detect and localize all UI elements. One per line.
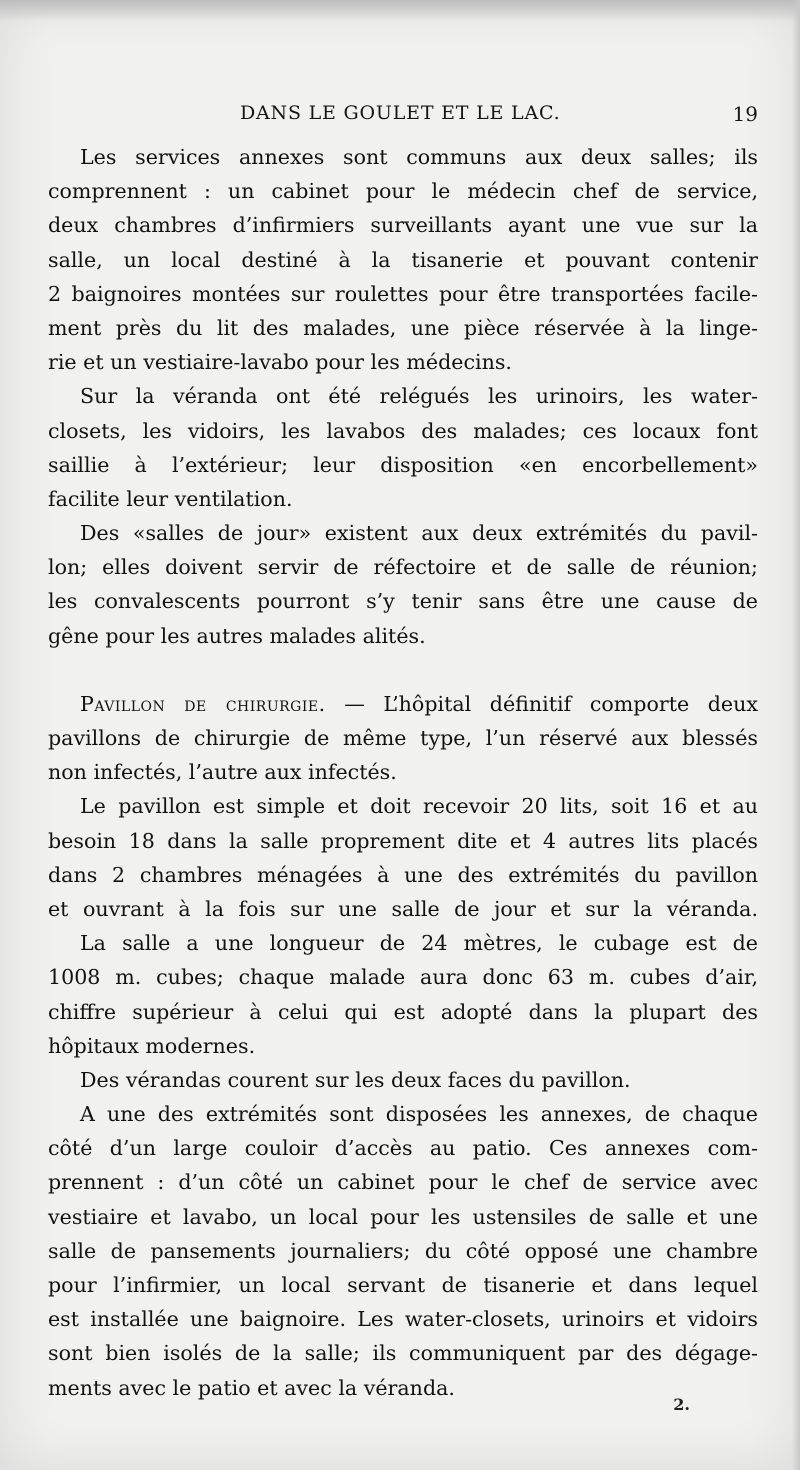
text-line: côté d’un large couloir d’accès au patio. Ces annexes com- (48, 1136, 758, 1161)
page-number: 19 (732, 102, 758, 126)
text-line: ments avec le patio et avec la véranda. (48, 1375, 455, 1400)
text-line: pavillons de chirurgie de même type, l’un réservé aux blessés (48, 726, 758, 750)
text-line: deux chambres d’infirmiers surveillants ayant une vue sur la (48, 213, 758, 238)
text-line: et ouvrant à la fois sur une salle de jour et sur la véranda. (48, 896, 758, 921)
text-line: salle, un local destiné à la tisanerie et pouvant contenir (48, 247, 758, 272)
signature-mark: 2. (673, 1395, 690, 1414)
text-line: — L’hôpital définitif comporte deux (344, 691, 758, 716)
text-line: La salle a une longueur de 24 mètres, le cubage est de (80, 931, 758, 956)
text-line: pour l’infirmier, un local servant de tisanerie et dans lequel (48, 1273, 758, 1297)
text-line: Les services annexes sont communs aux deux salles; ils (80, 145, 758, 169)
running-title: DANS LE GOULET ET LE LAC. (240, 102, 561, 124)
text-line: ment près du lit des malades, une pièce réservée à la linge- (48, 315, 758, 340)
text-line: salle de pansements journaliers; du côté opposé une chambre (48, 1238, 758, 1263)
text-line: gêne pour les autres malades alités. (48, 623, 426, 648)
body-text (48, 140, 758, 1405)
text-line: non infectés, l’autre aux infectés. (48, 760, 397, 785)
text-line: facilite leur ventilation. (48, 486, 293, 511)
page-header (52, 100, 758, 130)
text-line: dans 2 chambres ménagées à une des extrémités du pavillon (48, 862, 758, 887)
text-line: Le pavillon est simple et doit recevoir 20 lits, soit 16 et au (80, 794, 758, 819)
page-top-edge (0, 0, 800, 22)
text-line: besoin 18 dans la salle proprement dite et 4 autres lits placés (48, 828, 758, 853)
section-heading: Pavillon de chirurgie. (80, 691, 326, 716)
text-line: rie et un vestiaire-lavabo pour les médecins. (48, 350, 512, 375)
page-right-edge (792, 0, 800, 1470)
text-line: sont bien isolés de la salle; ils communiquent par des dégage- (48, 1341, 758, 1366)
text-line: Sur la véranda ont été relégués les urinoirs, les water- (80, 384, 758, 409)
text-line: chiffre supérieur à celui qui est adopté dans la plupart des (48, 999, 758, 1024)
text-line: les convalescents pourront s’y tenir sans être une cause de (48, 589, 758, 614)
text-line: vestiaire et lavabo, un local pour les ustensiles de salle et une (48, 1204, 758, 1229)
text-line: prennent : d’un côté un cabinet pour le chef de service avec (48, 1170, 758, 1195)
text-line: comprennent : un cabinet pour le médecin chef de service, (48, 179, 758, 204)
text-line: Des vérandas courent sur les deux faces du pavillon. (80, 1067, 631, 1092)
section-first-line (48, 687, 758, 721)
text-line: 2 baignoires montées sur roulettes pour être transportées facile- (48, 281, 758, 306)
text-line: lon; elles doivent servir de réfectoire et de salle de réunion; (48, 555, 758, 580)
text-line: A une des extrémités sont disposées les annexes, de chaque (80, 1102, 758, 1127)
text-line: 1008 m. cubes; chaque malade aura donc 63 m. cubes d’air, (48, 965, 758, 990)
text-line: est installée une baignoire. Les water-closets, urinoirs et vidoirs (48, 1307, 758, 1332)
section-gap (48, 653, 758, 687)
text-line: Des «salles de jour» existent aux deux extrémités du pavil- (80, 521, 758, 546)
text-line: closets, les vidoirs, les lavabos des malades; ces locaux font (48, 418, 758, 443)
text-line: saillie à l’extérieur; leur disposition «en encorbellement» (48, 452, 758, 477)
text-line: hôpitaux modernes. (48, 1033, 256, 1058)
